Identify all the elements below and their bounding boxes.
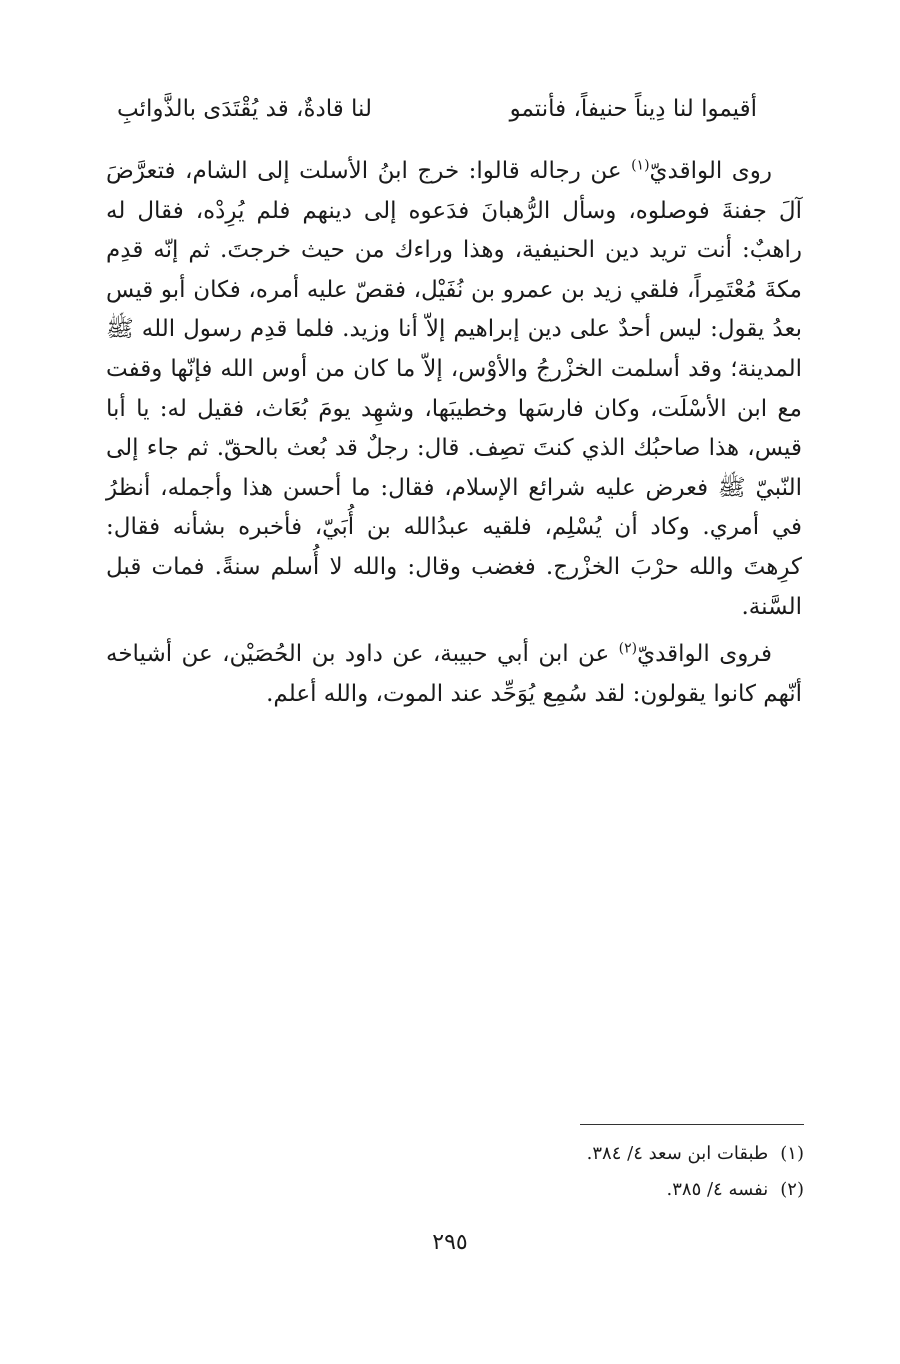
paragraph-2-text: عن ابن أبي حبيبة، عن داود بن الحُصَيْن، عن أشياخه أنّهم كانوا يقولون: لقد سُمِع يُوَحِّد عند الموت، والله أعلم. — [106, 641, 802, 707]
footnotes — [304, 1136, 804, 1208]
paragraph-1-lead: روى الواقديّ — [649, 158, 772, 184]
page-number: ٢٩٥ — [432, 1230, 468, 1255]
verse-second-hemistich: لنا قادةٌ، قد يُقْتَدَى بالذَّوائبِ — [117, 96, 373, 122]
paragraph-1-text: عن رجاله قالوا: خرج ابنُ الأسلت إلى الشام، فتعرَّضَ آلَ جفنةَ فوصلوه، وسأل الرُّهبانَ فدَعوه إلى دينهم فلم يُرِدْه، فقال له راهبٌ: أنت تريد دين الحنيفية، وهذا وراءك من حيث خرجتَ. ثم إنّه قدِم مكةَ مُعْتَمِراً، فلقي زيد بن عمرو بن نُفَيْل، فقصّ عليه أمره، فكان أبو قيس بعدُ يقول: ليس أحدٌ على دين إبراهيم إلاّ أنا وزيد. فلما قدِم رسول الله ﷺ المدينة؛ وقد أسلمت الخزْرجُ والأوْس، إلاّ ما كان من أوس الله فإنّها وقفت مع ابن الأسْلَت، وكان فارسَها وخطيبَها، وشهِد يومَ بُعَاث، فقيل له: يا أبا قيس، هذا صاحبُك الذي كنتَ تصِف. قال: رجلٌ قد بُعث بالحقّ. ثم جاء إلى النّبيّ ﷺ فعرض عليه شرائع الإسلام، فقال: ما أحسن هذا وأجمله، أنظرُ في أمري. وكاد أن يُسْلِم، فلقيه عبدُالله بن أُبَيّ، فأخبره بشأنه فقال: كرِهتَ والله حرْبَ الخزْرج. فغضب وقال: والله لا أُسلم سنةً. فمات قبل السَّنة. — [106, 158, 802, 620]
footnote-1-text: طبقات ابن سعد ٤/ ٣٨٤. — [586, 1143, 769, 1164]
footnote-2-number: (٢) — [780, 1179, 804, 1200]
poetry-verse — [117, 92, 757, 126]
footnote-1-number: (١) — [780, 1143, 804, 1164]
paragraph-2-lead: فروى الواقديّ — [637, 641, 772, 668]
footnote-ref-1[interactable]: (١) — [631, 157, 650, 174]
paragraph-1 — [106, 152, 802, 627]
footnote-ref-2[interactable]: (٢) — [618, 640, 638, 657]
body-text — [106, 152, 802, 714]
footnote-1 — [304, 1136, 804, 1172]
verse-first-hemistich: أقيموا لنا دِيناً حنيفاً، فأنتمو — [509, 96, 757, 122]
paragraph-2 — [106, 635, 802, 714]
footnote-separator — [580, 1124, 804, 1125]
footnote-2 — [304, 1172, 804, 1208]
footnote-2-text: نفسه ٤/ ٣٨٥. — [666, 1179, 769, 1200]
